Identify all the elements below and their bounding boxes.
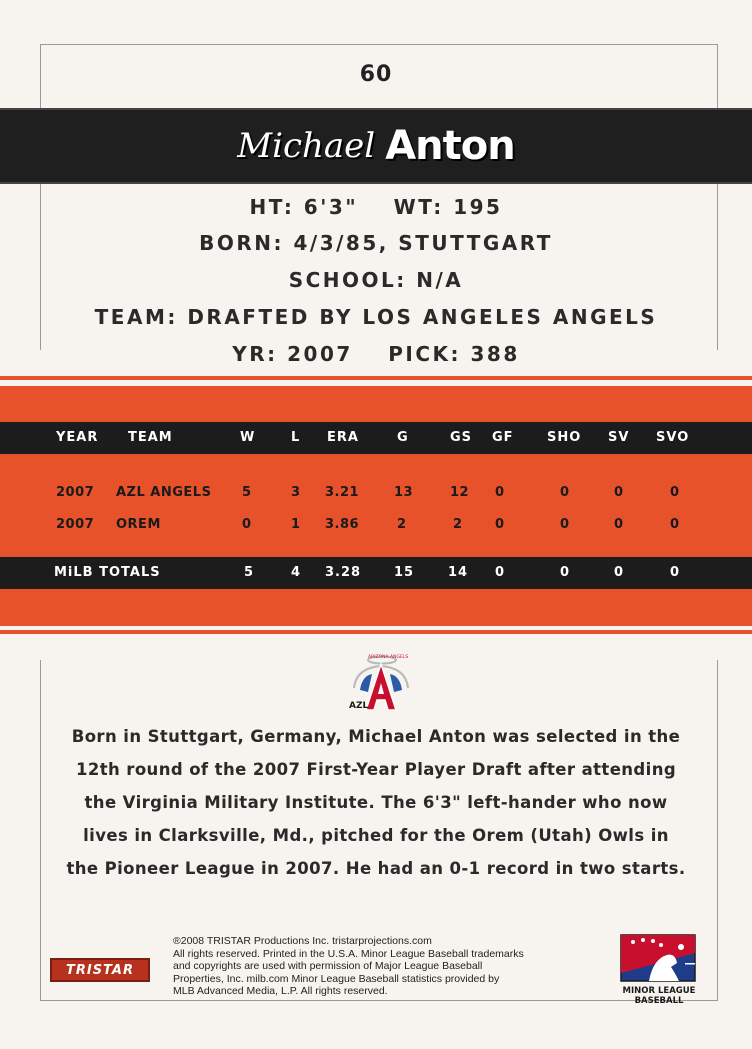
cell-g: 13: [394, 485, 414, 500]
hdr-sho: SHO: [547, 430, 582, 445]
team-label: TEAM:: [94, 305, 178, 329]
milb-line-1: MINOR LEAGUE: [622, 986, 696, 996]
hdr-w: W: [240, 430, 256, 445]
bio-year-pick: [0, 342, 752, 366]
azl-abbr-text: AZL: [349, 701, 369, 711]
card-number: 60: [359, 62, 393, 87]
cell-l: 3: [291, 485, 301, 500]
hdr-sv: SV: [608, 430, 630, 445]
milb-logo-graphic: [619, 933, 699, 985]
hdr-gs: GS: [450, 430, 473, 445]
cell-sv: 0: [614, 517, 624, 532]
story-line-4: lives in Clarksville, Md., pitched for the Orem (Utah) Owls in: [83, 826, 669, 845]
cell-era: 3.86: [325, 517, 360, 532]
totals-gs: 14: [448, 565, 469, 580]
totals-w: 5: [244, 565, 255, 580]
cell-gs: 2: [453, 517, 463, 532]
legal-line: Properties, Inc. milb.com Minor League Baseball statistics provided by: [173, 972, 500, 985]
totals-svo: 0: [670, 565, 681, 580]
bio-team: [0, 305, 752, 329]
legal-line: ®2008 TRISTAR Productions Inc. tristarprojections.com: [173, 935, 432, 947]
hdr-gf: GF: [492, 430, 514, 445]
cell-year: 2007: [56, 485, 95, 500]
story-line-5: the Pioneer League in 2007. He had an 0-1 record in two starts.: [66, 859, 686, 878]
tristar-logo: TRISTAR: [50, 958, 150, 982]
story-line-1: Born in Stuttgart, Germany, Michael Anton was selected in the: [71, 727, 681, 746]
cell-sho: 0: [560, 517, 570, 532]
totals-gf: 0: [495, 565, 506, 580]
team-value: DRAFTED BY LOS ANGELES ANGELS: [187, 305, 658, 329]
bio-school: [0, 268, 752, 292]
ht-label: HT:: [249, 195, 295, 219]
totals-label: MiLB TOTALS: [54, 565, 161, 580]
hdr-l: L: [291, 430, 301, 445]
frame-line-left-bottom: [40, 660, 41, 1000]
legal-line: All rights reserved. Printed in the U.S.A. Minor League Baseball trademarks: [173, 947, 524, 960]
frame-line-right-bottom: [717, 660, 718, 1000]
logo-arc-text: ARIZONA ANGELS: [368, 655, 409, 660]
cell-svo: 0: [670, 517, 680, 532]
yr-value: 2007: [287, 342, 353, 366]
totals-g: 15: [394, 565, 415, 580]
hdr-g: G: [397, 430, 409, 445]
totals-l: 4: [291, 565, 302, 580]
cell-svo: 0: [670, 485, 680, 500]
legal-line: MLB Advanced Media, L.P. All rights reserved.: [173, 985, 388, 997]
born-value: 4/3/85, STUTTGART: [293, 231, 553, 255]
cell-w: 0: [242, 517, 252, 532]
stats-header: [0, 422, 752, 454]
totals-sho: 0: [560, 565, 571, 580]
bio-height-weight: [0, 195, 752, 219]
cell-w: 5: [242, 485, 252, 500]
name-bar: [0, 108, 752, 184]
legal-line: and copyrights are used with permission of Major League Baseball: [173, 960, 483, 972]
player-name: [0, 110, 752, 182]
frame-line-top: [40, 44, 718, 45]
pick-value: 388: [470, 342, 520, 366]
hdr-year: YEAR: [56, 430, 99, 445]
stripe-top-thin: [0, 376, 752, 380]
hdr-team: TEAM: [128, 430, 173, 445]
azl-angels-logo: [346, 650, 416, 720]
totals-bar: [0, 557, 752, 589]
cell-gf: 0: [495, 485, 505, 500]
cell-team: OREM: [116, 517, 161, 532]
hdr-svo: SVO: [656, 430, 690, 445]
cell-sv: 0: [614, 485, 624, 500]
wt-value: 195: [453, 195, 503, 219]
cell-g: 2: [397, 517, 407, 532]
cell-sho: 0: [560, 485, 570, 500]
player-first-name: Michael: [237, 126, 376, 166]
totals-sv: 0: [614, 565, 625, 580]
cell-l: 1: [291, 517, 301, 532]
pick-label: PICK:: [388, 342, 462, 366]
wt-label: WT:: [393, 195, 444, 219]
born-label: BORN:: [199, 231, 284, 255]
school-label: SCHOOL:: [288, 268, 407, 292]
milb-logo: [619, 933, 699, 985]
hdr-era: ERA: [327, 430, 359, 445]
legal-text: [173, 935, 613, 998]
yr-label: YR:: [232, 342, 278, 366]
story-line-2: 12th round of the 2007 First-Year Player Draft after attending: [75, 760, 677, 779]
milb-line-2: BASEBALL: [634, 996, 684, 1006]
totals-era: 3.28: [325, 565, 362, 580]
bio-born: [0, 231, 752, 255]
milb-wordmark: [600, 986, 718, 1006]
story-line-3: the Virginia Military Institute. The 6'3" left-hander who now: [84, 793, 668, 812]
cell-gf: 0: [495, 517, 505, 532]
school-value: N/A: [416, 268, 464, 292]
stripe-bottom-thin: [0, 630, 752, 634]
player-last-name: Anton: [385, 123, 515, 169]
cell-year: 2007: [56, 517, 95, 532]
azl-angels-logo-graphic: [346, 650, 416, 720]
cell-era: 3.21: [325, 485, 360, 500]
cell-gs: 12: [450, 485, 470, 500]
ht-value: 6'3": [303, 195, 359, 219]
cell-team: AZL ANGELS: [116, 485, 212, 500]
